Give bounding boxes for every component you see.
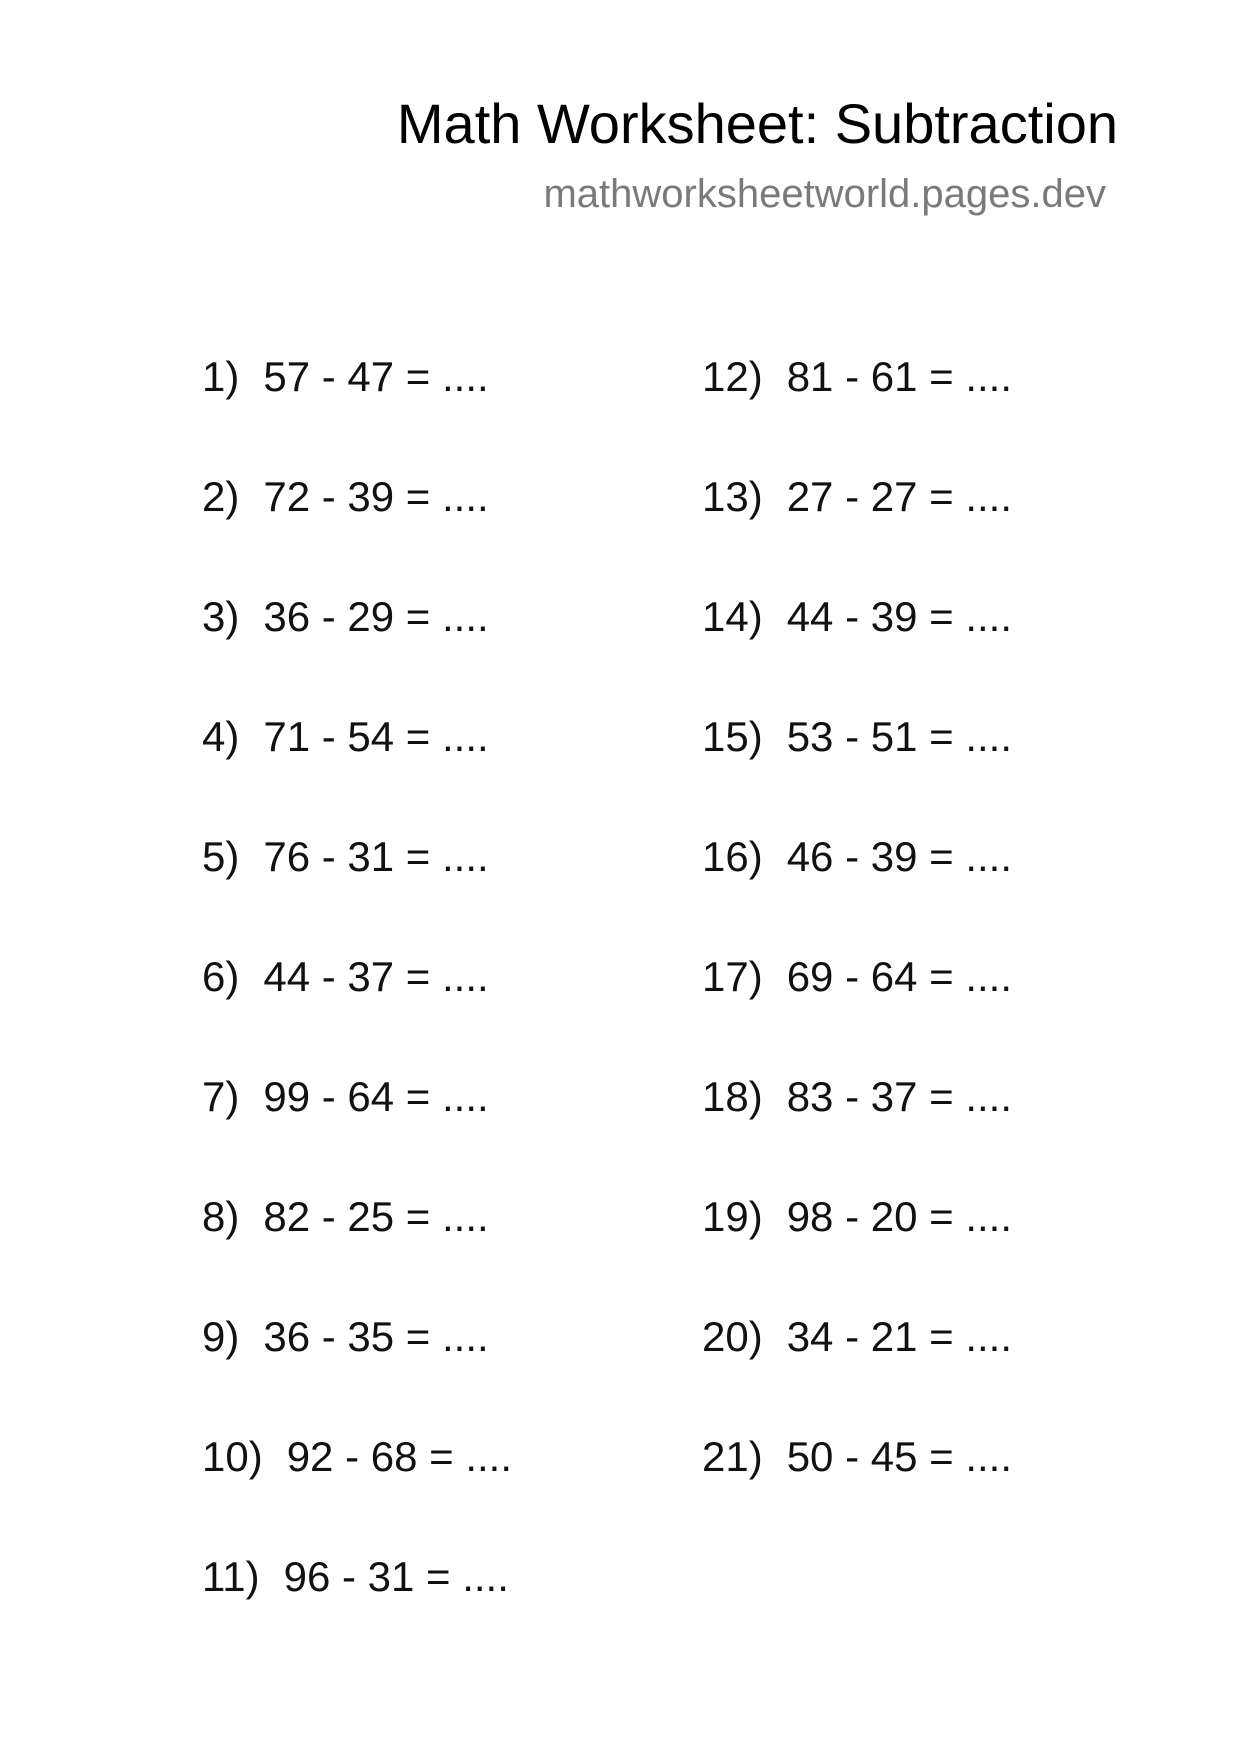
- problem-number: 9): [202, 1313, 240, 1360]
- problem-expression: 99 - 64 = ....: [263, 1073, 489, 1120]
- problem-expression: 76 - 31 = ....: [263, 833, 489, 880]
- problem-item: [202, 1555, 512, 1675]
- problem-number: 10): [202, 1433, 263, 1480]
- problem-number: 20): [702, 1313, 763, 1360]
- problem-expression: 46 - 39 = ....: [786, 833, 1013, 880]
- problem-number: 15): [702, 713, 763, 760]
- problem-number: 1): [202, 353, 240, 400]
- problem-item: [702, 1435, 1012, 1555]
- problem-expression: 71 - 54 = ....: [263, 713, 489, 760]
- problem-expression: 57 - 47 = ....: [263, 353, 489, 400]
- problem-column-left: [202, 355, 512, 1675]
- problem-item: [702, 475, 1012, 595]
- problem-number: 8): [202, 1193, 240, 1240]
- problem-item: [202, 955, 512, 1075]
- problem-item: [702, 595, 1012, 715]
- problem-expression: 82 - 25 = ....: [263, 1193, 489, 1240]
- problem-expression: 44 - 39 = ....: [786, 593, 1013, 640]
- problem-item: [202, 355, 512, 475]
- problem-item: [202, 595, 512, 715]
- problem-number: 13): [702, 473, 763, 520]
- problem-expression: 83 - 37 = ....: [786, 1073, 1013, 1120]
- problem-expression: 72 - 39 = ....: [263, 473, 489, 520]
- problem-expression: 96 - 31 = ....: [283, 1553, 509, 1600]
- problem-number: 6): [202, 953, 240, 1000]
- problem-number: 21): [702, 1433, 763, 1480]
- problem-expression: 44 - 37 = ....: [263, 953, 489, 1000]
- problem-number: 4): [202, 713, 240, 760]
- problem-expression: 36 - 35 = ....: [263, 1313, 489, 1360]
- problem-number: 3): [202, 593, 240, 640]
- problem-number: 18): [702, 1073, 763, 1120]
- problem-number: 2): [202, 473, 240, 520]
- problem-number: 17): [702, 953, 763, 1000]
- problem-item: [202, 475, 512, 595]
- problem-number: 19): [702, 1193, 763, 1240]
- problem-item: [702, 355, 1012, 475]
- problem-item: [702, 1075, 1012, 1195]
- problem-expression: 27 - 27 = ....: [786, 473, 1013, 520]
- problem-expression: 34 - 21 = ....: [786, 1313, 1013, 1360]
- problem-expression: 50 - 45 = ....: [786, 1433, 1013, 1480]
- problem-item: [702, 1195, 1012, 1315]
- problem-column-right: [702, 355, 1012, 1555]
- problem-item: [202, 1195, 512, 1315]
- problem-number: 14): [702, 593, 763, 640]
- problem-item: [702, 835, 1012, 955]
- problem-item: [202, 835, 512, 955]
- problem-number: 12): [702, 353, 763, 400]
- problem-item: [202, 1075, 512, 1195]
- page-title: Math Worksheet: Subtraction: [396, 92, 1118, 155]
- problem-number: 16): [702, 833, 763, 880]
- problem-item: [702, 1315, 1012, 1435]
- problem-number: 11): [202, 1553, 260, 1600]
- problem-item: [202, 715, 512, 835]
- problem-item: [202, 1315, 512, 1435]
- problem-number: 7): [202, 1073, 240, 1120]
- problem-expression: 53 - 51 = ....: [786, 713, 1013, 760]
- problem-item: [702, 715, 1012, 835]
- problem-expression: 69 - 64 = ....: [786, 953, 1013, 1000]
- worksheet-header: [396, 92, 1118, 216]
- problem-expression: 98 - 20 = ....: [786, 1193, 1013, 1240]
- website-url: mathworksheetworld.pages.dev: [543, 172, 1106, 216]
- problem-expression: 81 - 61 = ....: [786, 353, 1013, 400]
- problem-expression: 92 - 68 = ....: [286, 1433, 513, 1480]
- problem-item: [202, 1435, 512, 1555]
- problem-expression: 36 - 29 = ....: [263, 593, 489, 640]
- problem-number: 5): [202, 833, 240, 880]
- problem-item: [702, 955, 1012, 1075]
